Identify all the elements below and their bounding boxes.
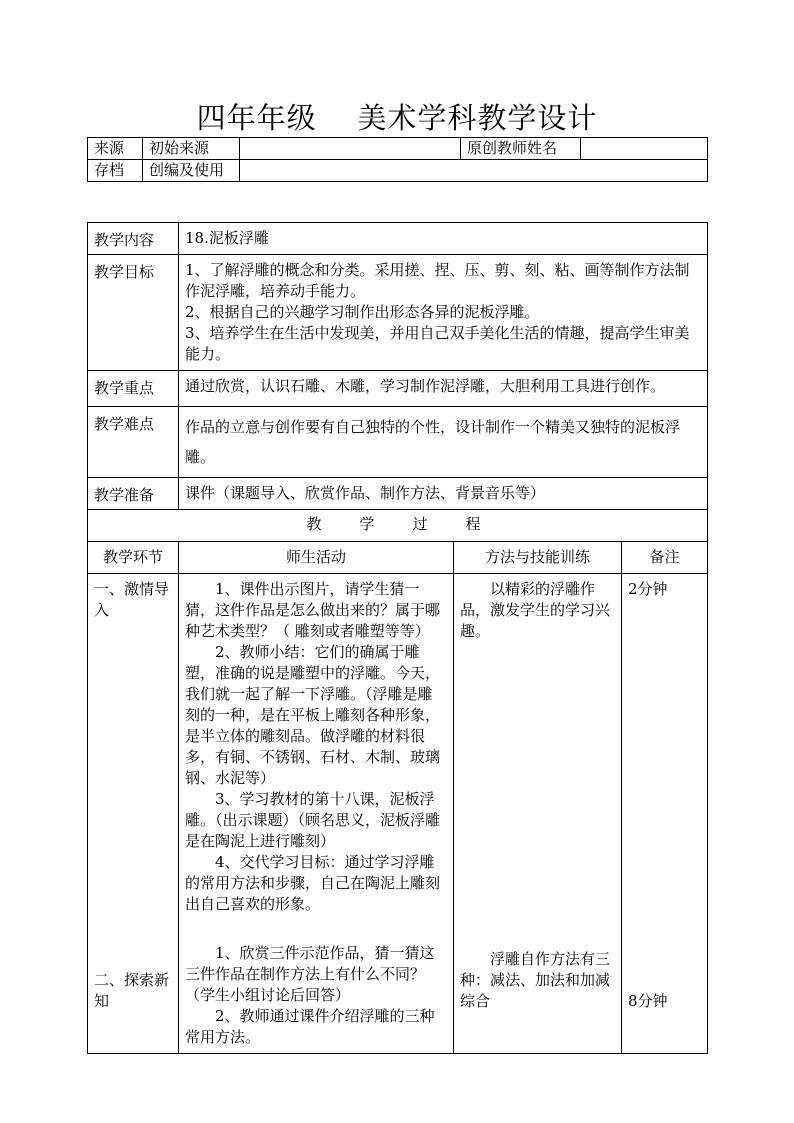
stage1-method: 以精彩的浮雕作品，激发学生的学习兴趣。 [460,580,611,640]
source-label: 来源 [88,138,143,160]
activity-item: 2、教师小结：它们的确属于雕塑，准确的说是雕塑中的浮雕。今天，我们就一起了解一下浮雕。（浮雕是雕刻的一种，是在平板上雕刻各种形象，是半立体的雕刻品。做浮雕的材料很多，有铜、不锈钢、石材、木制、玻璃钢、水泥等） [185,643,441,787]
note-column [622,574,708,1054]
prep-value: 课件（课题导入、欣赏作品、制作方法、背景音乐等） [179,478,708,510]
row-stages [88,574,708,1054]
goal-item: 2、根据自己的兴趣学习制作出形态各异的泥板浮雕。 [185,303,540,321]
activity-column [179,574,454,1054]
header-note: 备注 [622,542,708,574]
author-label: 原创教师姓名 [461,138,581,160]
goals-value [179,255,708,371]
goals-label: 教学目标 [88,255,179,371]
row-headers [88,542,708,574]
header-method: 方法与技能训练 [454,542,622,574]
process-title: 教学过程 [88,510,708,542]
stage2-name: 二、探索新知 [94,971,170,1010]
stage2-method: 浮雕自作方法有三种：减法、加法和加减综合 [460,950,611,1010]
content-label: 教学内容 [88,223,179,255]
row-goals [88,255,708,371]
source-value: 初始来源 [143,138,240,160]
stage-column [88,574,179,1054]
activity-item: 4、交代学习目标：通过学习浮雕的常用方法和步骤，自己在陶泥上雕刻出自己喜欢的形象。 [185,853,441,913]
goal-item: 1、了解浮雕的概念和分类。采用搓、捏、压、剪、刻、粘、画等制作方法制作泥浮雕，培养动手能力。 [185,261,690,300]
key-label: 教学重点 [88,371,179,407]
stage1-note: 2分钟 [628,580,668,598]
stage2-note: 8分钟 [628,992,668,1010]
author-value [581,138,708,160]
activity-item: 3、学习教材的第十八课，泥板浮雕。（出示课题）（顾名思义，泥板浮雕是在陶泥上进行雕刻） [185,790,441,850]
activity-item: 2、教师通过课件介绍浮雕的三种常用方法。 [185,1007,435,1046]
row-prep [88,478,708,510]
archive-value: 创编及使用 [143,160,240,182]
archive-blank [240,160,708,182]
content-value: 18.泥板浮雕 [179,223,708,255]
lesson-table [87,222,708,1054]
difficulty-value: 作品的立意与创作要有自己独特的个性，设计制作一个精美又独特的泥板浮雕。 [179,407,708,478]
method-column [454,574,622,1054]
difficulty-label: 教学难点 [88,407,179,478]
row-key [88,371,708,407]
activity-item: 1、课件出示图片，请学生猜一猜，这件作品是怎么做出来的？属于哪种艺术类型？（ 雕刻或者雕塑等等） [185,580,441,640]
goal-item: 3、培养学生在生活中发现美，并用自己双手美化生活的情趣，提高学生审美能力。 [185,324,690,363]
row-content [88,223,708,255]
info-table [87,137,708,182]
source-blank [240,138,461,160]
row-process-title [88,510,708,542]
header-stage: 教学环节 [88,542,179,574]
key-value: 通过欣赏，认识石雕、木雕，学习制作泥浮雕，大胆利用工具进行创作。 [179,371,708,407]
stage1-name: 一、激情导入 [94,580,170,619]
info-row-archive [88,160,708,182]
archive-label: 存档 [88,160,143,182]
info-row-source [88,138,708,160]
row-difficulty [88,407,708,478]
header-activity: 师生活动 [179,542,454,574]
activity-item: 1、欣赏三件示范作品，猜一猜这三件作品在制作方法上有什么不同？（学生小组讨论后回答） [185,944,435,1004]
prep-label: 教学准备 [88,478,179,510]
page-title: 四年年级 美术学科教学设计 [196,101,598,135]
